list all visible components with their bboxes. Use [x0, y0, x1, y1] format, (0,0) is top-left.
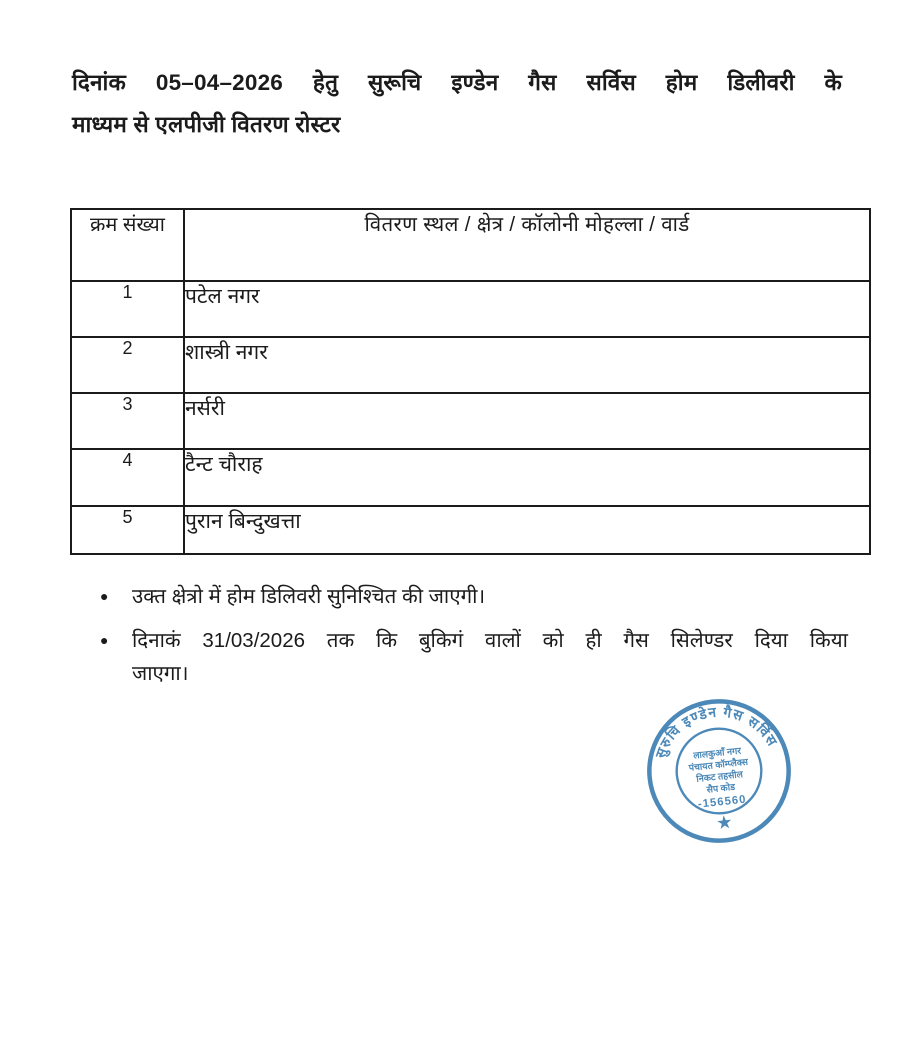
bullet-icon: ● — [100, 588, 109, 604]
stamp-address-line: लालकुआँ नगर — [692, 745, 742, 761]
location-cell: पटेल नगर — [184, 281, 870, 337]
stamp-address-line: पंचायत कॉम्प्लैक्स — [688, 756, 749, 773]
serial-cell: 3 — [71, 393, 184, 449]
serial-cell: 2 — [71, 337, 184, 393]
table-row — [71, 449, 870, 506]
location-cell: शास्त्री नगर — [184, 337, 870, 393]
table-header-row — [71, 209, 870, 281]
column-header-serial: क्रम संख्या — [71, 209, 184, 281]
stamp-curved-text: सुरुचि इण्डेन गैस सर्विस — [651, 703, 782, 761]
title-line-1: दिनांक 05–04–2026 हेतु सुरूचि इण्डेन गैस सर्विस होम डिलीवरी के — [72, 70, 842, 95]
note-line: जाएगा। — [132, 662, 189, 685]
rubber-stamp-seal — [637, 689, 802, 854]
stamp-address-line: सैप कोड — [706, 781, 736, 795]
table-row — [71, 337, 870, 393]
star-icon: ★ — [715, 811, 734, 834]
stamp-code: -156560 — [697, 793, 748, 811]
location-cell: पुरान बिन्दुखत्ता — [184, 506, 870, 554]
stamp-address-line: निकट तहसील — [695, 769, 744, 784]
serial-cell: 4 — [71, 449, 184, 506]
distribution-roster-table — [70, 208, 871, 555]
location-cell: टैन्ट चौराह — [184, 449, 870, 506]
list-item — [100, 580, 848, 613]
list-item — [100, 624, 848, 690]
table-row — [71, 506, 870, 554]
note-text — [132, 624, 848, 690]
serial-cell: 1 — [71, 281, 184, 337]
table-row — [71, 281, 870, 337]
serial-cell: 5 — [71, 506, 184, 554]
note-line: उक्त क्षेत्रो में होम डिलिवरी सुनिश्चित की जाएगी। — [132, 585, 486, 608]
location-cell: नर्सरी — [184, 393, 870, 449]
note-text — [132, 580, 848, 613]
page-title — [72, 62, 842, 146]
table-row — [71, 393, 870, 449]
stamp-graphic — [637, 689, 802, 854]
notes-list — [100, 580, 848, 701]
title-line-2: माध्यम से एलपीजी वितरण रोस्टर — [72, 112, 341, 137]
note-line: दिनाकं 31/03/2026 तक कि बुकिगं वालों को ही गैस सिलेण्डर दिया किया — [132, 629, 848, 652]
column-header-location: वितरण स्थल / क्षेत्र / कॉलोनी मोहल्ला / वार्ड — [184, 209, 870, 281]
bullet-icon: ● — [100, 632, 109, 648]
